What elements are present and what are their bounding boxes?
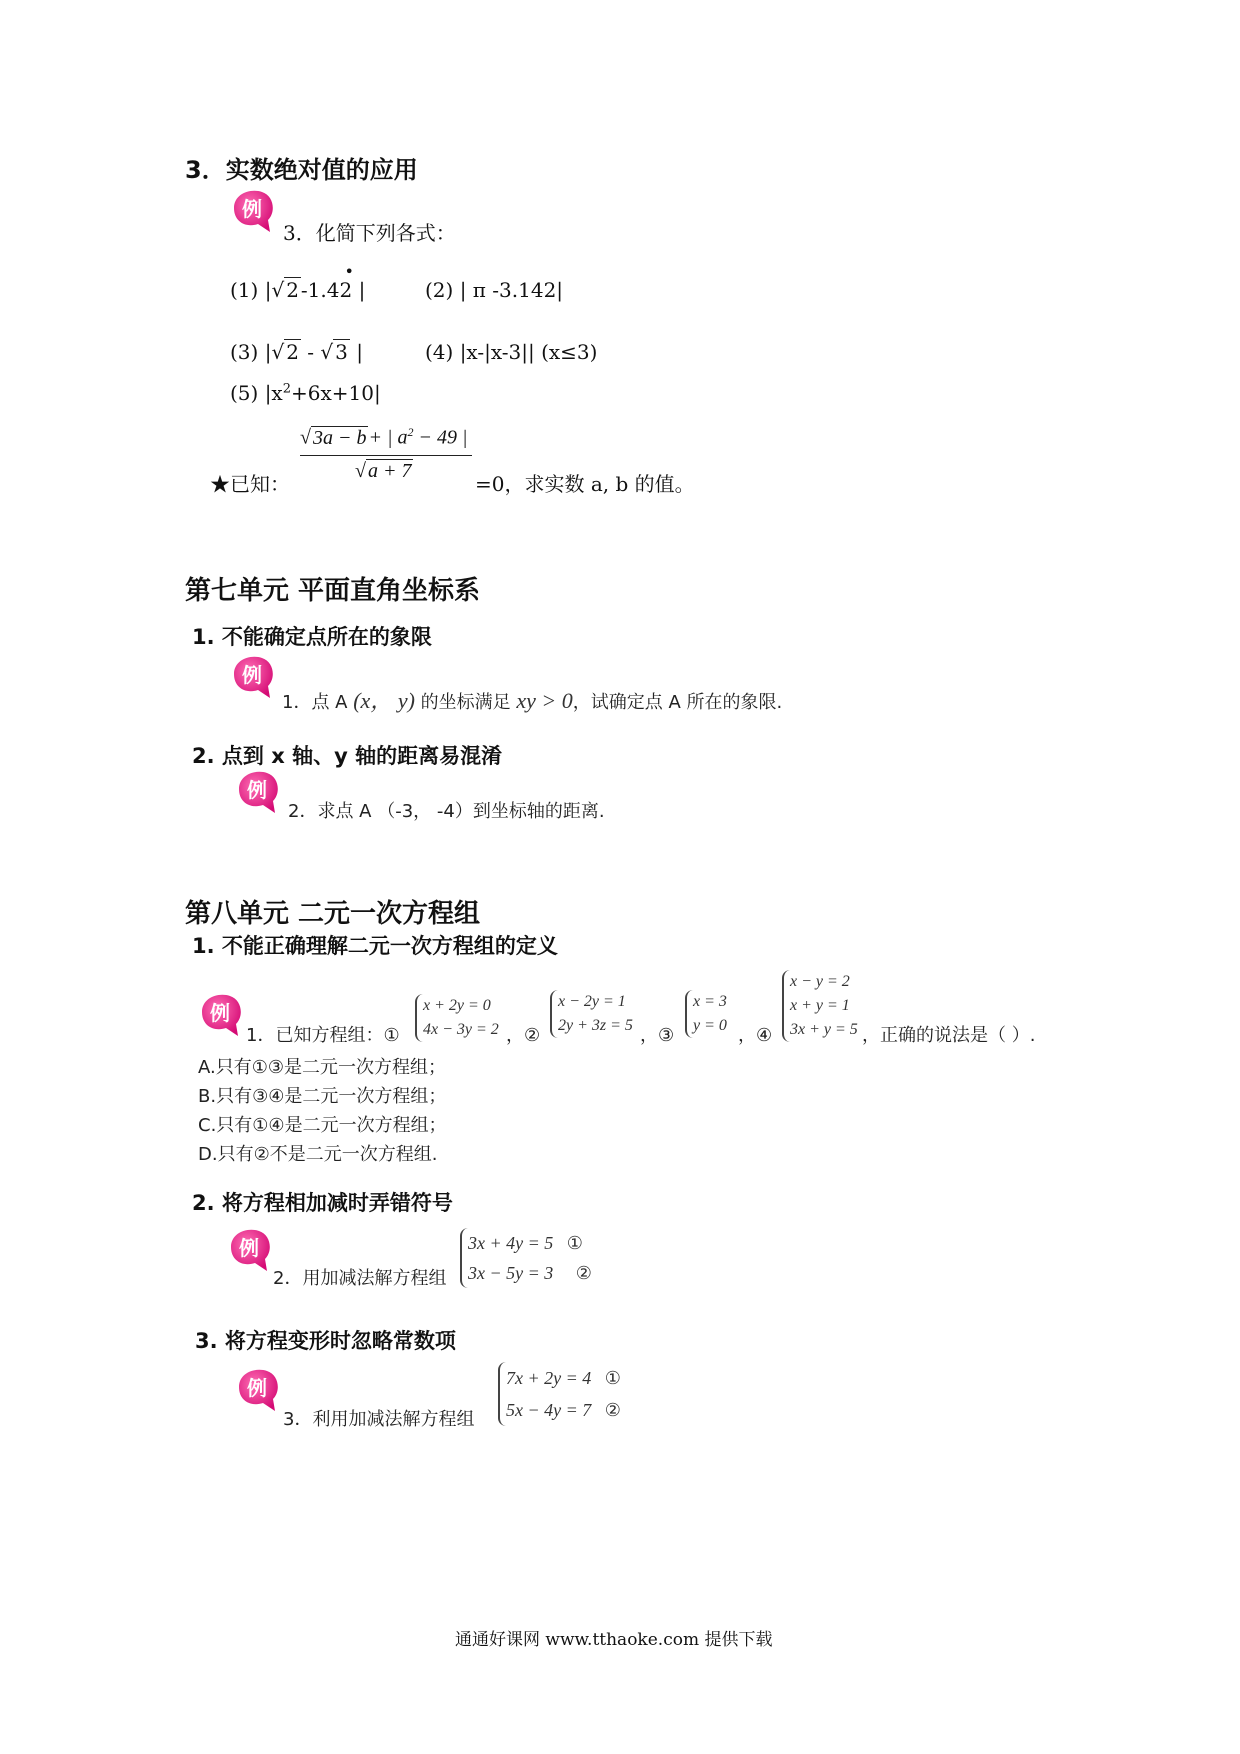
- separator: ，③: [640, 1025, 675, 1046]
- example-intro: 2．用加减法解方程组: [273, 1268, 447, 1289]
- problem-3: (3) |√ 2 - √ 3 |: [230, 340, 363, 364]
- subsection-title: 2. 点到 x 轴、y 轴的距离易混淆: [192, 744, 503, 768]
- star-tail: =0，求实数 a, b 的值。: [475, 472, 695, 496]
- svg-text:例: 例: [247, 778, 267, 802]
- problem-2: (2) | π -3.142|: [425, 278, 564, 302]
- example-tail: ，正确的说法是（ ）.: [862, 1025, 1036, 1046]
- example-intro: 3．化简下列各式：: [283, 221, 456, 245]
- equation-system-5: 3x + 4y = 5 ① 3x − 5y = 3 ②: [460, 1228, 592, 1288]
- equation-system-4: x − y = 2 x + y = 1 3x + y = 5: [782, 970, 858, 1042]
- equation-system-3: x = 3 y = 0: [685, 990, 727, 1038]
- subsection-title: 2. 将方程相加减时弄错符号: [192, 1191, 453, 1215]
- example-text: 1．点 A (x， y) 的坐标满足 xy > 0，试确定点 A 所在的象限.: [282, 688, 783, 713]
- svg-text:例: 例: [239, 1236, 259, 1260]
- unit-title: 第七单元 平面直角坐标系: [185, 576, 481, 606]
- example-badge-icon: [233, 1365, 283, 1415]
- option-a: A.只有①③是二元一次方程组；: [198, 1057, 446, 1078]
- svg-text:例: 例: [247, 1376, 267, 1400]
- example-badge-icon: [228, 186, 278, 236]
- example-intro: 1．已知方程组：①: [246, 1025, 400, 1046]
- option-c: C.只有①④是二元一次方程组；: [198, 1115, 447, 1136]
- equation-system-6: 7x + 2y = 4 ① 5x − 4y = 7 ②: [498, 1362, 621, 1426]
- problem-5: (5) $|x^2+6x+10|$: [230, 381, 381, 405]
- equation-system-2: x − 2y = 1 2y + 3z = 5: [550, 990, 633, 1038]
- fraction-numerator: √ 3a − b + | $a^2 - 49$ |: [300, 425, 468, 449]
- equation-system-1: x + 2y = 0 4x − 3y = 2: [415, 994, 499, 1042]
- star-label: ★已知：: [210, 472, 290, 496]
- footer-text: 通通好课网 www.tthaoke.com 提供下载: [455, 1630, 773, 1650]
- fraction-bar: [300, 455, 472, 456]
- section-title: 3．实数绝对值的应用: [185, 156, 418, 184]
- option-d: D.只有②不是二元一次方程组.: [198, 1144, 438, 1165]
- example-badge-icon: [225, 1225, 275, 1275]
- example-text: 2．求点 A （-3， -4）到坐标轴的距离.: [288, 801, 605, 822]
- separator: ，④: [738, 1025, 773, 1046]
- svg-text:例: 例: [242, 197, 262, 221]
- example-badge-icon: [233, 767, 283, 817]
- fraction-denominator: √ a + 7: [355, 460, 412, 482]
- unit-title: 第八单元 二元一次方程组: [185, 899, 481, 929]
- example-badge-icon: [228, 652, 278, 702]
- subsection-title: 1. 不能正确理解二元一次方程组的定义: [192, 934, 558, 958]
- example-badge-icon: [196, 990, 246, 1040]
- example-intro: 3．利用加减法解方程组: [283, 1409, 475, 1430]
- problem-1: (1) |√ 2 -1.4 • 2 |: [230, 262, 366, 302]
- svg-text:例: 例: [210, 1001, 230, 1025]
- subsection-title: 1. 不能确定点所在的象限: [192, 625, 432, 649]
- svg-text:例: 例: [242, 663, 262, 687]
- subsection-title: 3. 将方程变形时忽略常数项: [195, 1329, 456, 1353]
- separator: ，②: [506, 1025, 541, 1046]
- option-b: B.只有③④是二元一次方程组；: [198, 1086, 447, 1107]
- problem-4: (4) |x-|x-3|| (x≤3): [425, 340, 598, 364]
